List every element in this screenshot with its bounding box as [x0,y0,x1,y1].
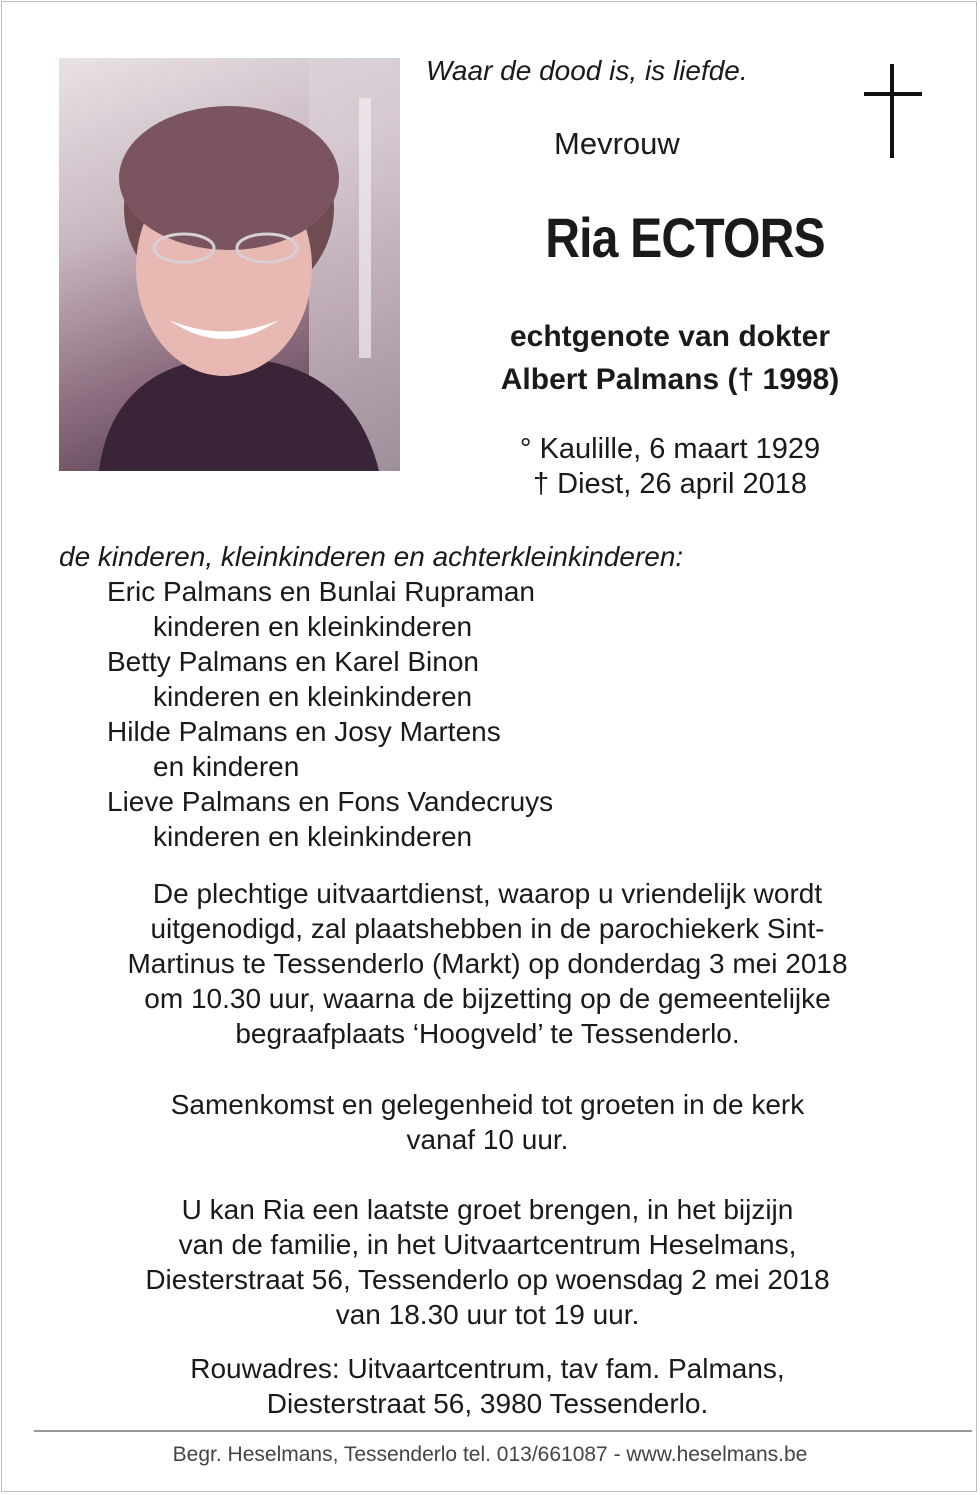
visitation-paragraph [40,1192,935,1332]
visitation-line: van 18.30 uur tot 19 uur. [335,1299,640,1330]
family-list [107,574,553,854]
gathering-line: vanaf 10 uur. [406,1124,569,1155]
visitation-line: Diesterstraat 56, Tessenderlo op woensdag 2 mei 2018 [145,1264,830,1295]
life-dates [400,432,940,502]
footer-divider [34,1430,972,1432]
spouse-line: Albert Palmans († 1998) [500,363,840,396]
cross-icon [864,64,922,158]
family-member: Eric Palmans en Bunlai Rupraman [107,576,535,607]
service-line: om 10.30 uur, waarna de bijzetting op de gemeentelijke [144,983,831,1014]
address-line: Rouwadres: Uitvaartcentrum, tav fam. Palmans, [190,1353,785,1384]
family-member-sub: en kinderen [153,751,300,782]
motto: Waar de dood is, is liefde. [426,55,748,86]
family-intro: de kinderen, kleinkinderen en achterkleinkinderen: [59,541,684,572]
family-member: Lieve Palmans en Fons Vandecruys [107,786,554,817]
service-paragraph [40,876,935,1051]
footer-text: Begr. Heselmans, Tessenderlo tel. 013/661087 - www.heselmans.be [172,1443,808,1466]
service-line: begraafplaats ‘Hoogveld’ te Tessenderlo. [235,1018,740,1049]
family-member-sub: kinderen en kleinkinderen [153,681,473,712]
service-line: Martinus te Tessenderlo (Markt) op donderdag 3 mei 2018 [127,948,848,979]
gathering-paragraph [40,1087,935,1157]
family-member-sub: kinderen en kleinkinderen [153,611,473,642]
spouse-info [400,315,940,401]
portrait-photo [59,58,400,471]
service-line: uitgenodigd, zal plaatshebben in de parochiekerk Sint- [150,913,825,944]
address-paragraph [40,1351,935,1421]
family-member: Betty Palmans en Karel Binon [107,646,479,677]
address-line: Diesterstraat 56, 3980 Tessenderlo. [266,1388,709,1419]
salutation: Mevrouw [554,126,680,161]
spouse-line: echtgenote van dokter [509,320,831,353]
visitation-line: van de familie, in het Uitvaartcentrum Heselmans, [178,1229,797,1260]
birth-date: ° Kaulille, 6 maart 1929 [519,433,821,465]
death-date: † Diest, 26 april 2018 [532,468,808,500]
visitation-line: U kan Ria een laatste groet brengen, in het bijzijn [181,1194,794,1225]
service-line: De plechtige uitvaartdienst, waarop u vriendelijk wordt [152,878,823,909]
gathering-line: Samenkomst en gelegenheid tot groeten in de kerk [170,1089,805,1120]
family-member-sub: kinderen en kleinkinderen [153,821,473,852]
family-member: Hilde Palmans en Josy Martens [107,716,501,747]
deceased-name: Ria ECTORS [545,206,825,269]
